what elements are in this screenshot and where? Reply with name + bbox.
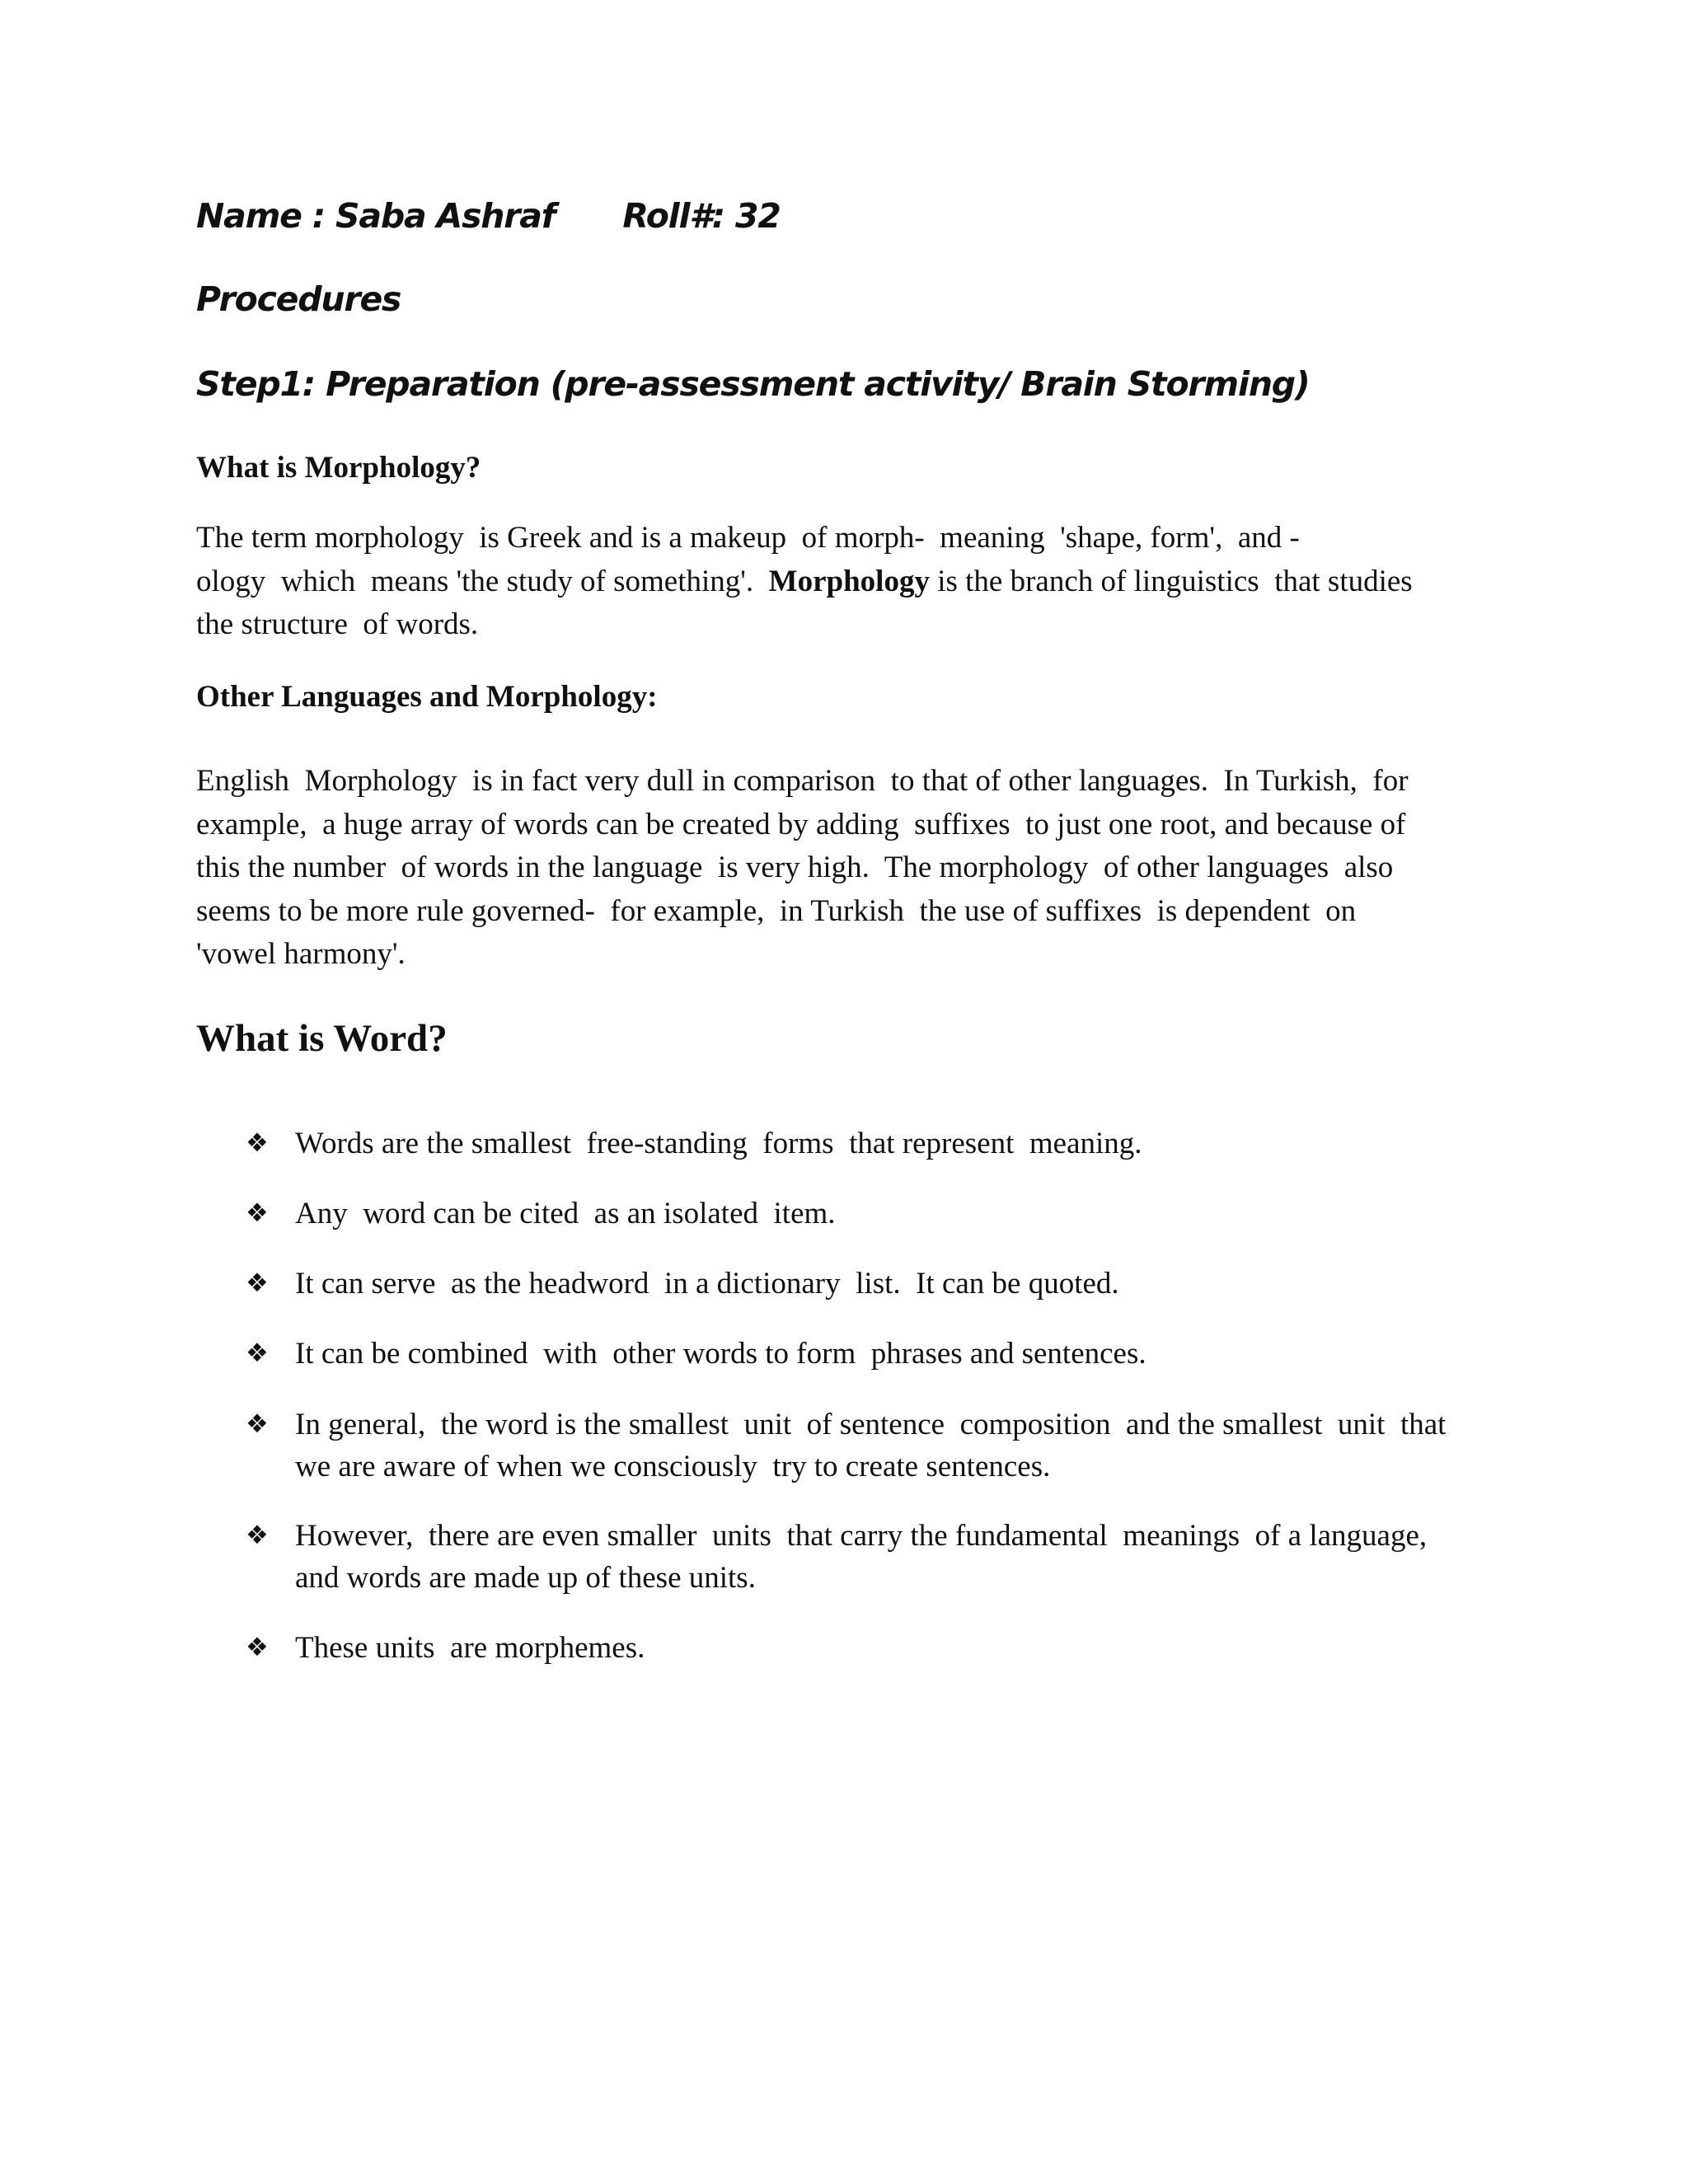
diamond-bullet-icon: ❖ [246,1409,269,1439]
roll-number: Roll#: 32 [622,196,781,236]
morphology-paragraph [196,517,1498,647]
diamond-bullet-icon: ❖ [246,1198,269,1228]
diamond-bullet-icon: ❖ [246,1268,269,1298]
morphology-question-heading: What is Morphology? [196,451,481,485]
other-languages-paragraph [196,760,1498,977]
paragraph-line: the structure of words. [196,607,479,641]
document-page: Name : Saba Ashraf Roll#: 32 Procedures Step1: Preparation (pre-assessment activity/ Brain Storming) What is Morphology? The term morphology is Greek and is a makeup of morph- meaning 'shape, form', and - ology which means 'the study of something'. Morphology is the branch of linguistics that studies the structure of words. Other Languages and Morphology: English Morphology is in fact very dull in comparison to that of other languages. In Turkish, for example, a huge array of words can be created by adding suffixes to just one root, and because of this the number of words in the language is very high. The morphology of other languages also seems to be more rule governed- for example, in Turkish the use of suffixes is dependent on 'vowel harmony'. What is Word? ❖ Words are the smallest free-standing forms that represent meaning. ❖ Any word can be cited as an isolated item. ❖ It can serve as the headword in a dictionary list. It can be quoted. ❖ It can be combined with other words to form phrases and sentences. ❖ In general, the word is the smallest unit of sentence composition and the smallest unit that we are aware of when we consciously try to create sentences. ❖ However, there are even smaller units that carry the fundamental meanings of a language, and words are made up of these units. ❖ These units are morphemes. [0,0,1688,2184]
morphology-bold-term: Morphology [768,564,930,598]
paragraph-line: example, a huge array of words can be created by adding suffixes to just one root, and because of [196,807,1406,841]
student-name: Name : Saba Ashraf [196,196,556,236]
paragraph-line: English Morphology is in fact very dull in comparison to that of other languages. In Turkish, for [196,764,1409,798]
procedures-heading: Procedures [196,279,401,319]
diamond-bullet-icon: ❖ [246,1128,269,1158]
paragraph-line: 'vowel harmony'. [196,937,406,971]
other-languages-heading: Other Languages and Morphology: [196,680,658,714]
paragraph-line: ology which means 'the study of something'. Morphology is the branch of linguistics that studies [196,564,1413,598]
diamond-bullet-icon: ❖ [246,1633,269,1662]
paragraph-line: this the number of words in the language is very high. The morphology of other languages also [196,851,1394,884]
diamond-bullet-icon: ❖ [246,1521,269,1550]
what-is-word-heading: What is Word? [196,1017,448,1060]
step-heading: Step1: Preparation (pre-assessment activity/ Brain Storming) [196,364,1310,404]
paragraph-line: seems to be more rule governed- for example, in Turkish the use of suffixes is dependent on [196,893,1357,928]
student-info-line [196,196,781,236]
paragraph-line: The term morphology is Greek and is a makeup of morph- meaning 'shape, form', and - [196,521,1300,555]
diamond-bullet-icon: ❖ [246,1338,269,1368]
